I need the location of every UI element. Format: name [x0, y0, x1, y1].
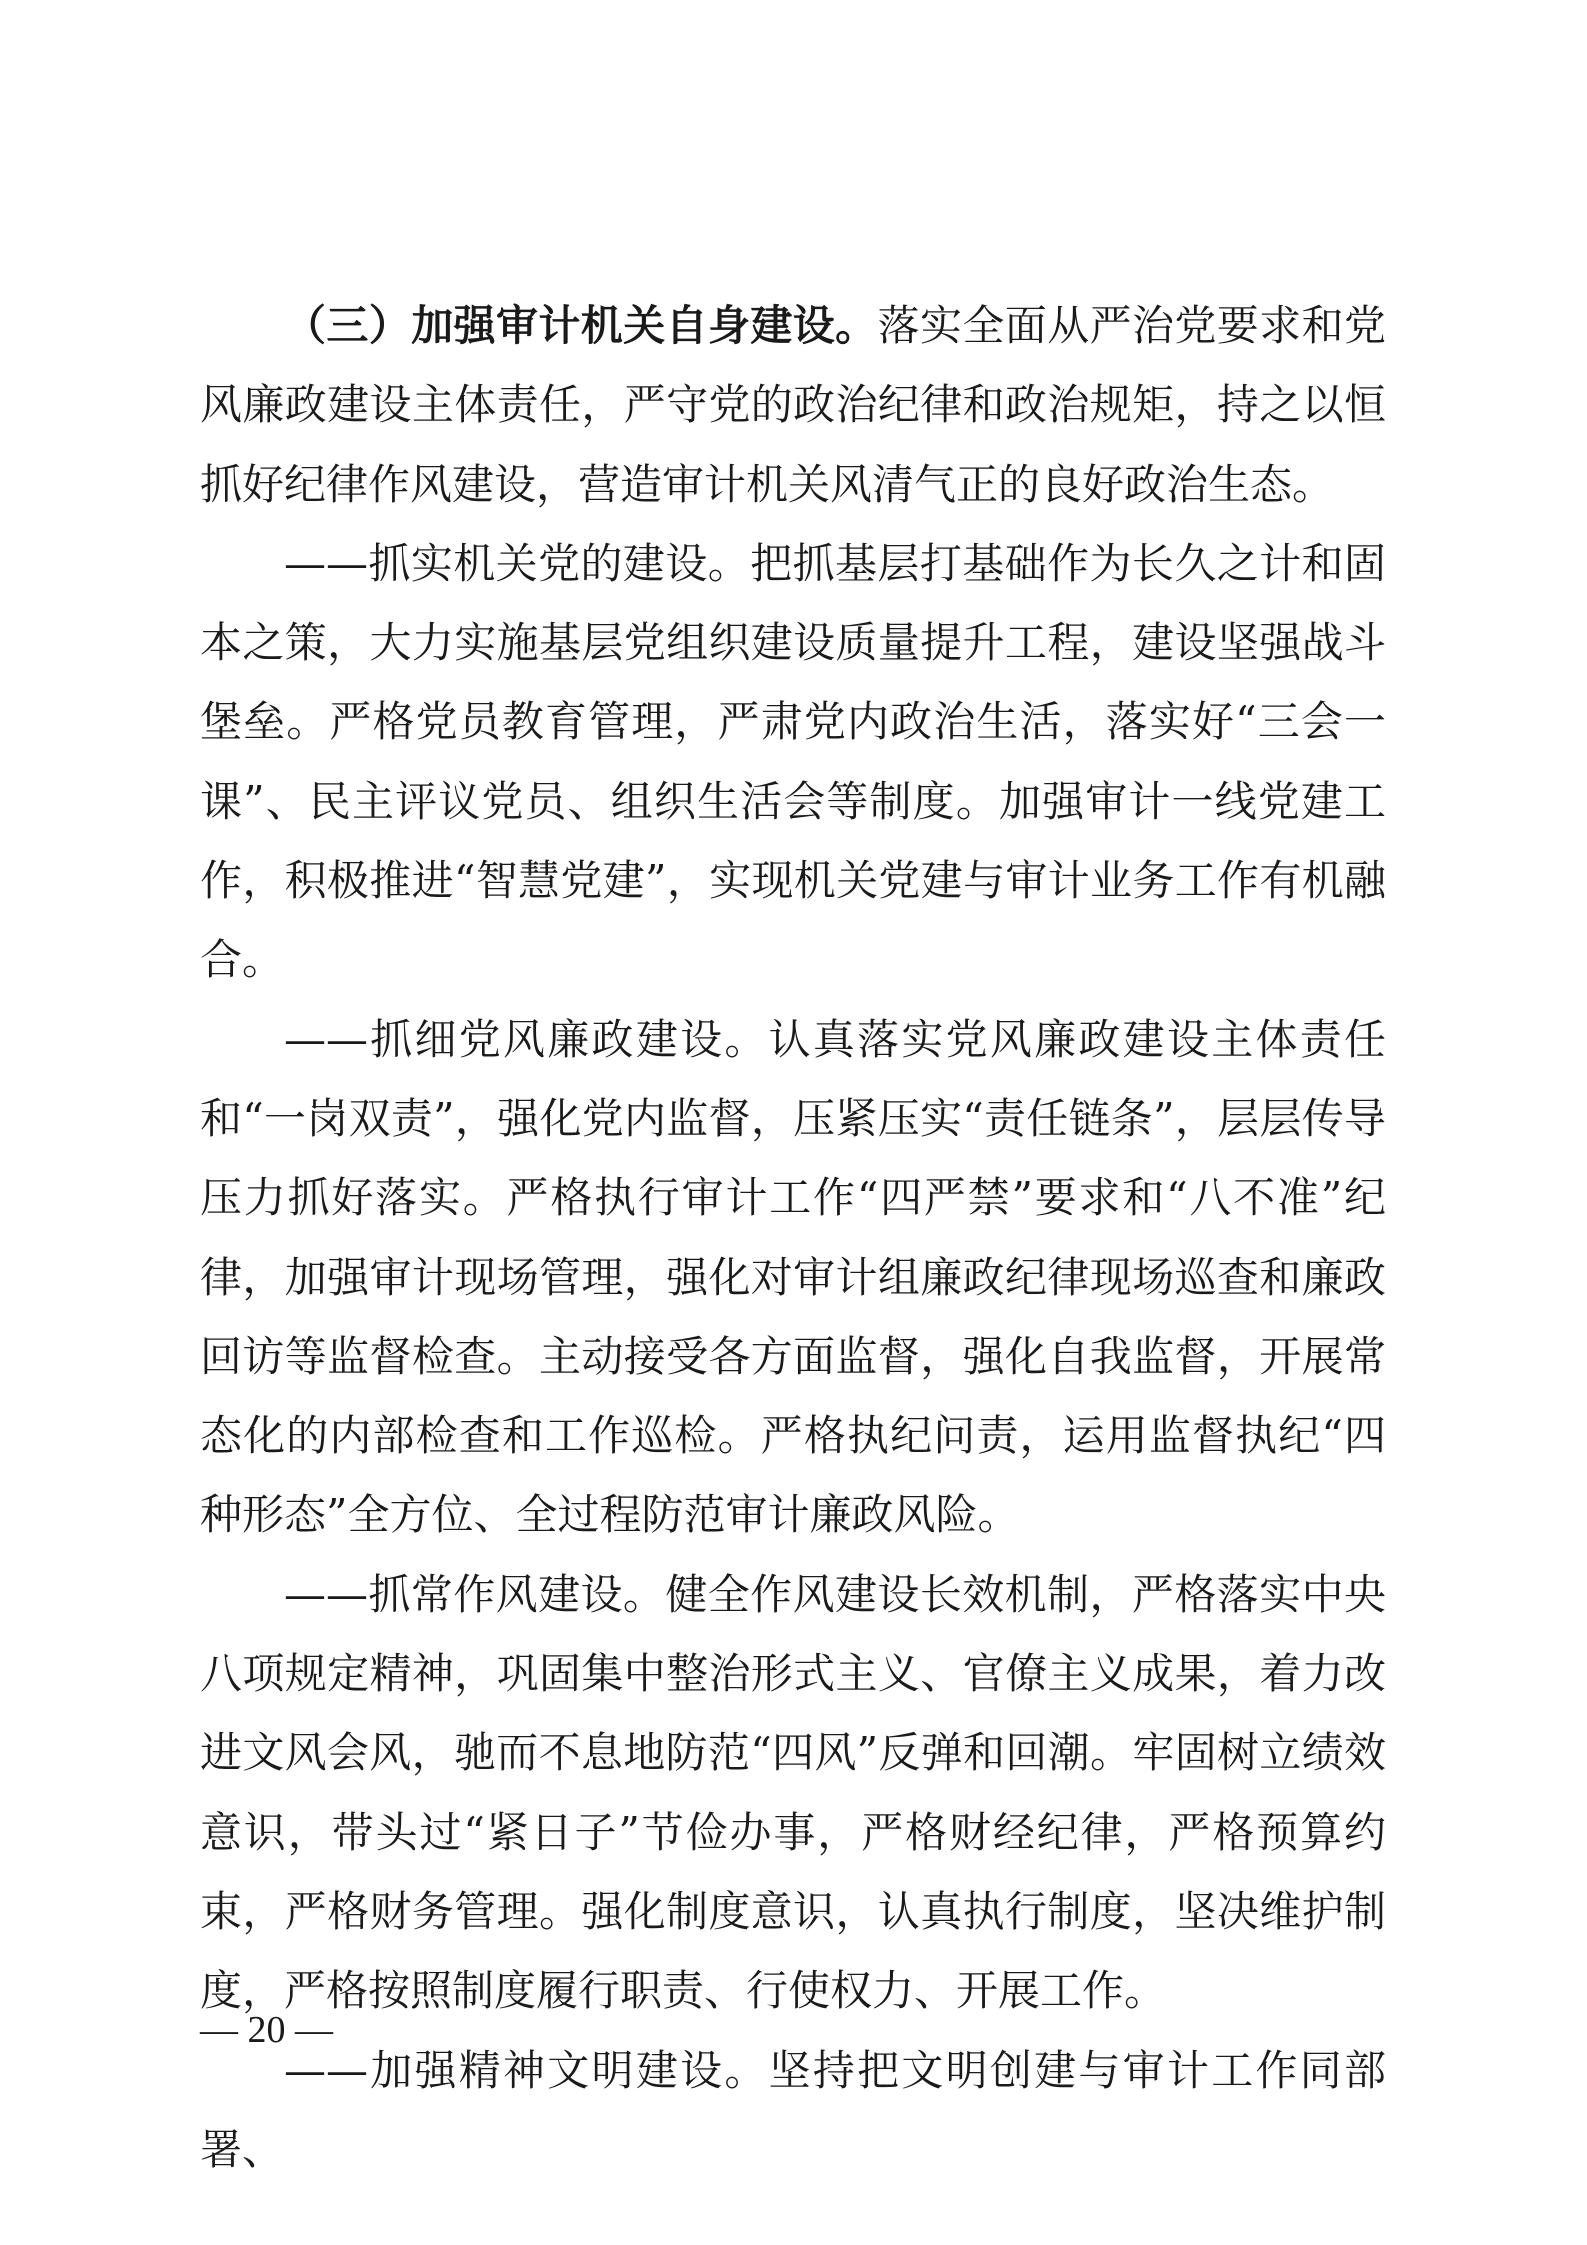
paragraph-text: ——抓实机关党的建设。把抓基层打基础作为长久之计和固本之策，大力实施基层党组织建设质量提升工程，建设坚强战斗堡垒。严格党员教育管理，严肃党内政治生活，落实好“三会一课”、民主评议党员、组织生活会等制度。加强审计一线党建工作，积极推进“智慧党建”，实现机关党建与审计业务工作有机融合。 — [200, 538, 1386, 985]
paragraph-1 — [200, 286, 1386, 524]
paragraph-3 — [200, 1000, 1386, 1555]
paragraph-text: ——加强精神文明建设。坚持把文明创建与审计工作同部署、 — [200, 2045, 1386, 2174]
section-heading: （三）加强审计机关自身建设。 — [284, 301, 878, 350]
paragraph-text: ——抓细党风廉政建设。认真落实党风廉政建设主体责任和“一岗双责”，强化党内监督，压紧压实“责任链条”，层层传导压力抓好落实。严格执行审计工作“四严禁”要求和“八不准”纪律，加强审计现场管理，强化对审计组廉政纪律现场巡查和廉政回访等监督检查。主动接受各方面监督，强化自我监督，开展常态化的内部检查和工作巡检。严格执纪问责，运用监督执纪“四种形态”全方位、全过程防范审计廉政风险。 — [200, 1014, 1386, 1540]
paragraph-4 — [200, 1555, 1386, 2031]
paragraph-2 — [200, 524, 1386, 1000]
paragraph-text: ——抓常作风建设。健全作风建设长效机制，严格落实中央八项规定精神，巩固集中整治形式主义、官僚主义成果，着力改进文风会风，驰而不息地防范“四风”反弹和回潮。牢固树立绩效意识，带头过“紧日子”节俭办事，严格财经纪律，严格预算约束，严格财务管理。强化制度意识，认真执行制度，坚决维护制度，严格按照制度履行职责、行使权力、开展工作。 — [200, 1569, 1386, 2016]
paragraph-5 — [200, 2031, 1386, 2190]
body-text — [200, 286, 1386, 2189]
page-number: — 20 — — [200, 2009, 333, 2051]
paragraph-text: 落实全面从严治党要求和党风廉政建设主体责任，严守党的政治纪律和政治规矩，持之以恒抓好纪律作风建设，营造审计机关风清气正的良好政治生态。 — [200, 301, 1386, 509]
